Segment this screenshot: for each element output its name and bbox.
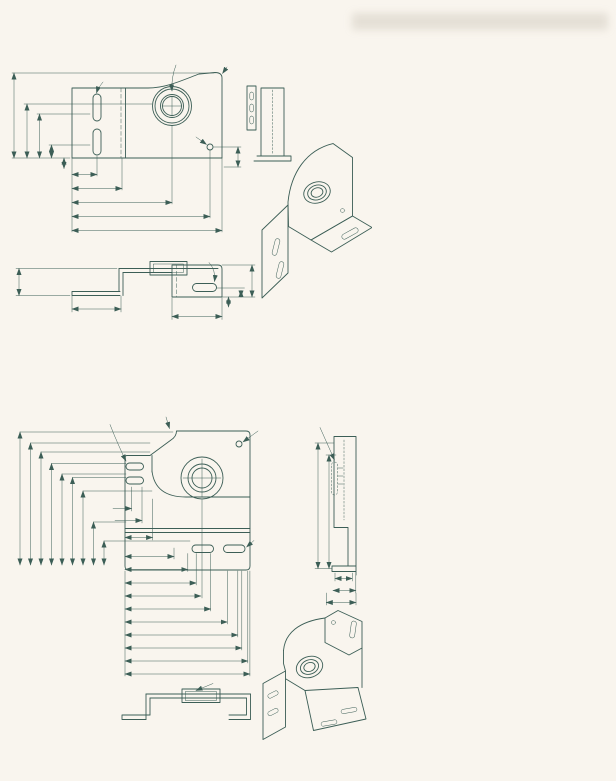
side-view xyxy=(315,428,356,606)
top-view-dimensions xyxy=(16,263,255,320)
iso-view xyxy=(263,611,366,740)
edge-view xyxy=(247,86,291,161)
product-info-1 xyxy=(377,43,615,58)
bottom-profile-view xyxy=(122,684,251,720)
product-info-2 xyxy=(377,430,615,445)
top-view xyxy=(72,262,222,298)
front-view-dimensions xyxy=(20,432,250,676)
front-view-dimensions xyxy=(12,73,241,232)
technical-drawing-bottom xyxy=(0,400,392,781)
front-view-labels xyxy=(97,65,228,145)
print-show-through xyxy=(352,13,608,30)
front-view-labels xyxy=(110,417,258,547)
iso-view xyxy=(262,144,372,299)
front-view xyxy=(72,73,222,159)
technical-drawing-top xyxy=(0,40,372,340)
